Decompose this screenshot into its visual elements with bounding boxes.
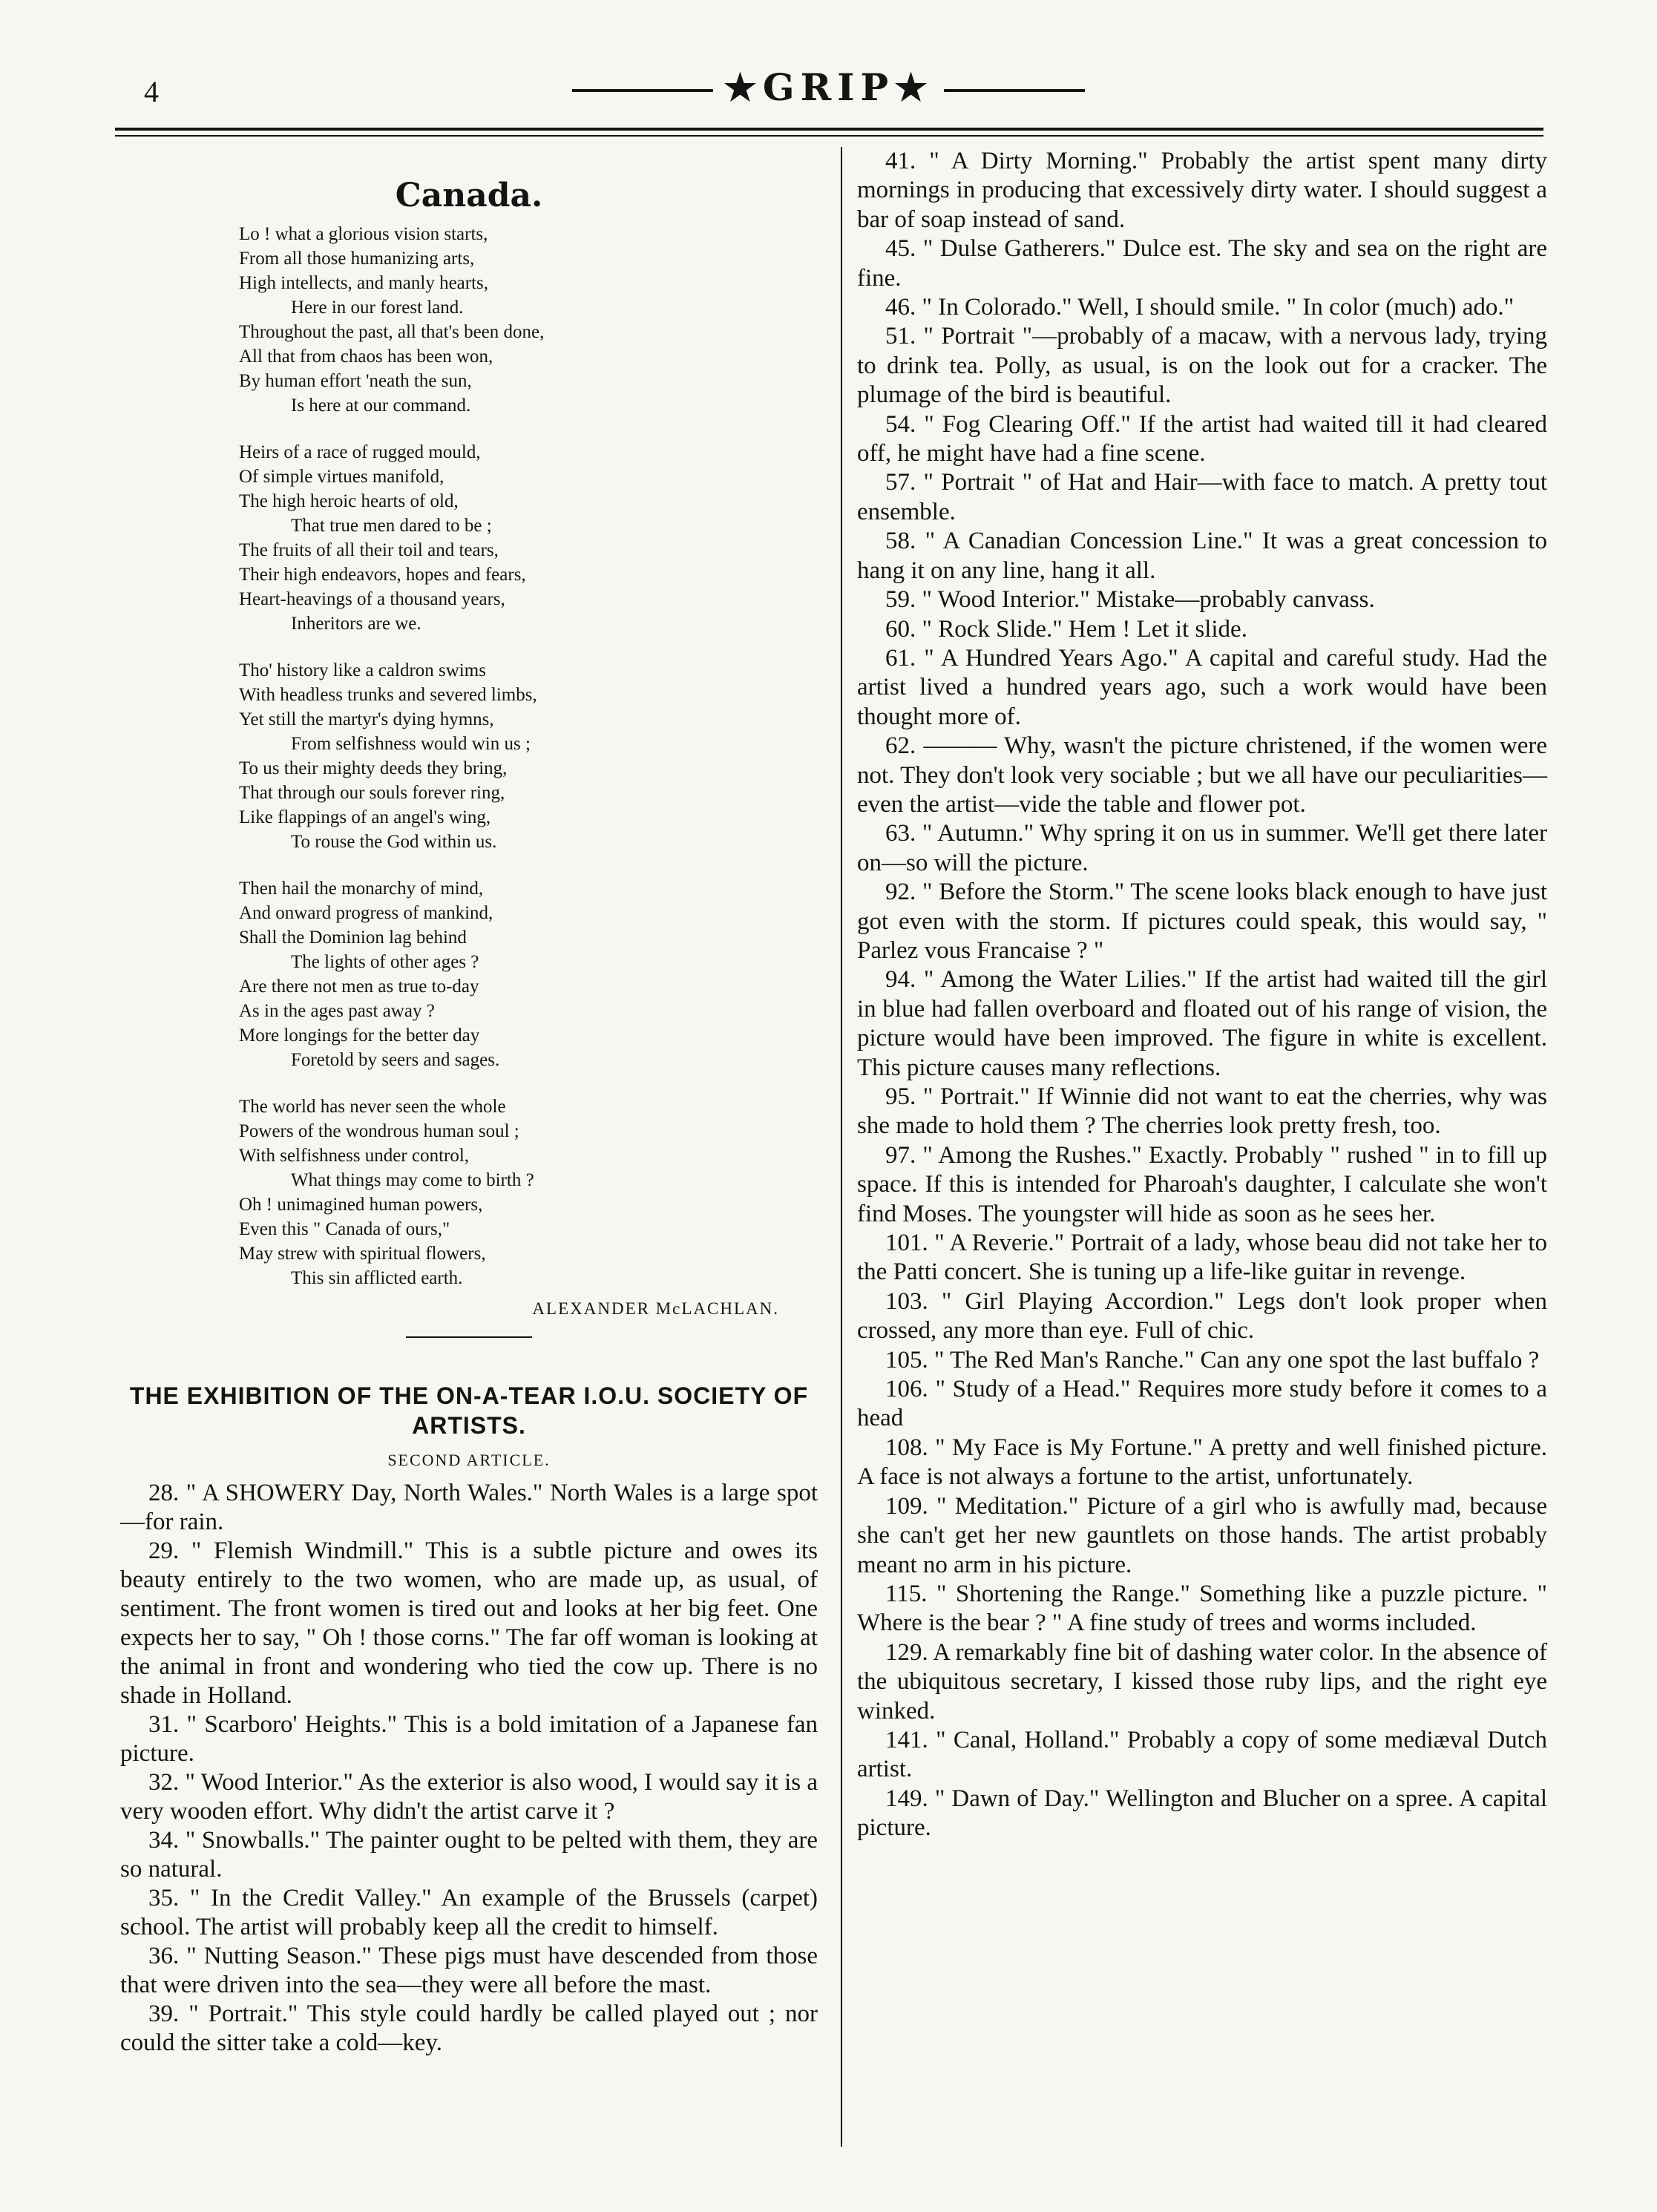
poem-line: Shall the Dominion lag behind [239, 928, 467, 948]
critique-entry: 29. " Flemish Windmill." This is a subtle picture and owes its beauty entirely to the two women, who are made up, as usual, of sentiment. The front women is tired out and looks at her big feet. One expects her to say, " Oh ! those corns." The far off woman is looking at the animal in front and wondering who tied the cow up. There is no shade in Holland. [120, 1537, 818, 1709]
critique-entry: 141. " Canal, Holland." Probably a copy of some mediæval Dutch artist. [857, 1726, 1547, 1783]
poem-line: More longings for the better day [239, 1025, 480, 1046]
poem-line: The high heroic hearts of old, [239, 491, 459, 511]
critique-entry: 32. " Wood Interior." As the exterior is also wood, I would say it is a very wooden effort. Why didn't the artist carve it ? [120, 1769, 818, 1825]
critique-entry: 109. " Meditation." Picture of a girl who is awfully mad, because she can't get her new gauntlets on those hands. The artist probably meant no arm in his picture. [857, 1492, 1547, 1578]
critique-entry: 101. " A Reverie." Portrait of a lady, whose beau did not take her to the Patti concert. She is tuning up a life-like guitar in revenge. [857, 1230, 1547, 1286]
poem-line: Yet still the martyr's dying hymns, [239, 709, 494, 729]
header-rules [115, 128, 1543, 137]
poem-line: With headless trunks and severed limbs, [239, 685, 537, 705]
right-column [857, 147, 1547, 1843]
poem-line: That true men dared to be ; [291, 516, 492, 536]
poem-line: By human effort 'neath the sun, [239, 371, 472, 391]
poem-line: The world has never seen the whole [239, 1097, 506, 1117]
poem-line: To us their mighty deeds they bring, [239, 758, 508, 778]
critique-entry: 103. " Girl Playing Accordion." Legs don't look proper when crossed, any more than eye. Full of chic. [857, 1287, 1547, 1345]
section-divider [406, 1336, 532, 1338]
critique-entry: 149. " Dawn of Day." Wellington and Blucher on a spree. A capital picture. [857, 1785, 1547, 1842]
poem-line: The lights of other ages ? [291, 952, 479, 972]
poem-line: Inheritors are we. [291, 614, 421, 634]
critique-entry: 46. " In Colorado." Well, I should smile. " In color (much) ado." [885, 294, 1515, 321]
page-number: 4 [144, 75, 159, 108]
poem-line: Powers of the wondrous human soul ; [239, 1121, 519, 1141]
critique-entry: 51. " Portrait "—probably of a macaw, with a nervous lady, trying to drink tea. Polly, as usual, is on the look out for a cracker. The plumage of the bird is beautiful. [857, 323, 1547, 409]
masthead-right-rule [944, 89, 1085, 92]
article-subtitle: SECOND ARTICLE. [387, 1451, 551, 1469]
poem-line: All that from chaos has been won, [239, 347, 493, 367]
critique-entry: 57. " Portrait " of Hat and Hair—with face to match. A pretty tout ensemble. [857, 469, 1547, 525]
poem-line: Foretold by seers and sages. [291, 1050, 500, 1070]
poem-stanza [239, 222, 818, 418]
poem-line: That through our souls forever ring, [239, 783, 505, 803]
right-entries [857, 147, 1547, 1843]
poem-body [239, 222, 818, 1290]
left-column [120, 147, 818, 2058]
poem-stanza [239, 440, 818, 636]
critique-entry: 106. " Study of a Head." Requires more study before it comes to a head [857, 1376, 1547, 1432]
poem-stanza [239, 876, 818, 1072]
masthead: ★GRIP★ [0, 65, 1657, 109]
poem-line: This sin afflicted earth. [291, 1268, 463, 1288]
poem-line: High intellects, and manly hearts, [239, 273, 489, 293]
poem-line: As in the ages past away ? [239, 1001, 435, 1021]
critique-entry: 108. " My Face is My Fortune." A pretty and well finished picture. A face is not always a fortune to the artist, unfortunately. [857, 1434, 1547, 1491]
masthead-title: GRIP [762, 65, 895, 109]
critique-entry: 105. " The Red Man's Ranche." Can any one spot the last buffalo ? [885, 1346, 1540, 1374]
poem-line: May strew with spiritual flowers, [239, 1244, 486, 1264]
poem-line: Here in our forest land. [291, 298, 464, 318]
poem-line: With selfishness under control, [239, 1146, 470, 1166]
critique-entry: 58. " A Canadian Concession Line." It was a great concession to hang it on any line, hang it all. [857, 528, 1547, 584]
critique-entry: 92. " Before the Storm." The scene looks black enough to have just got even with the storm. If pictures could speak, this would say, " Parlez vous Francaise ? " [857, 879, 1547, 964]
column-divider [841, 147, 842, 2147]
poem-line: Heart-heavings of a thousand years, [239, 589, 505, 609]
poem-line: The fruits of all their toil and tears, [239, 540, 499, 560]
masthead-left-rule [572, 89, 713, 92]
critique-entry: 60. " Rock Slide." Hem ! Let it slide. [885, 615, 1247, 643]
poem-line: Lo ! what a glorious vision starts, [239, 224, 488, 244]
poem-line: Oh ! unimagined human powers, [239, 1195, 483, 1215]
critique-entry: 95. " Portrait." If Winnie did not want to eat the cherries, why was she made to hold them ? The cherries look pretty fresh, too. [857, 1083, 1547, 1140]
poem-line: From selfishness would win us ; [291, 734, 531, 754]
poem-line: Are there not men as true to-day [239, 977, 479, 997]
poem-line: Heirs of a race of rugged mould, [239, 442, 481, 462]
poem-stanza [239, 1094, 818, 1290]
critique-entry: 63. " Autumn." Why spring it on us in summer. We'll get there later on—so will the picture. [857, 820, 1547, 876]
critique-entry: 61. " A Hundred Years Ago." A capital and careful study. Had the artist lived a hundred years ago, such a work would have been thought more of. [857, 644, 1547, 730]
poem-line: To rouse the God within us. [291, 832, 497, 852]
critique-entry: 45. " Dulse Gatherers." Dulce est. The sky and sea on the right are fine. [857, 235, 1547, 292]
poem-line: From all those humanizing arts, [239, 249, 475, 269]
poem-line: Throughout the past, all that's been done, [239, 322, 545, 342]
critique-entry: 28. " A SHOWERY Day, North Wales." North Wales is a large spot—for rain. [120, 1480, 818, 1535]
critique-entry: 36. " Nutting Season." These pigs must have descended from those that were driven into the sea—they were all before the mast. [120, 1943, 818, 1998]
poem-line: Then hail the monarchy of mind, [239, 879, 484, 899]
article-title: THE EXHIBITION OF THE ON-A-TEAR I.O.U. SOCIETY OF ARTISTS. [129, 1382, 809, 1439]
poem-line: What things may come to birth ? [291, 1170, 534, 1190]
critique-entry: 54. " Fog Clearing Off." If the artist had waited till it had cleared off, he might have had a fine scene. [857, 410, 1547, 467]
poem-author: ALEXANDER McLACHLAN. [532, 1299, 779, 1318]
critique-entry: 35. " In the Credit Valley." An example of the Brussels (carpet) school. The artist will probably keep all the credit to himself. [120, 1885, 818, 1940]
poem-title: Canada. [395, 177, 543, 214]
critique-entry: 34. " Snowballs." The painter ought to be pelted with them, they are so natural. [120, 1827, 818, 1883]
poem-line: Is here at our command. [291, 396, 471, 416]
poem-line: Even this " Canada of ours," [239, 1219, 450, 1239]
critique-entry: 62. ——— Why, wasn't the picture christened, if the women were not. They don't look very sociable ; but we all have our peculiarities—even the artist—vide the table and flower pot. [857, 732, 1548, 818]
poem-stanza [239, 658, 818, 854]
poem-line: Like flappings of an angel's wing, [239, 807, 491, 827]
critique-entry: 115. " Shortening the Range." Something like a puzzle picture. " Where is the bear ? " A fine study of trees and worms included. [857, 1580, 1547, 1637]
critique-entry: 94. " Among the Water Lilies." If the artist had waited till the girl in blue had fallen overboard and floated out of his range of vision, the picture would have been improved. The figure in white is excellent. This picture causes many reflections. [857, 966, 1547, 1081]
critique-entry: 59. " Wood Interior." Mistake—probably canvass. [885, 586, 1375, 614]
poem-line: Of simple virtues manifold, [239, 467, 444, 487]
left-entries [120, 1479, 818, 2058]
critique-entry: 41. " A Dirty Morning." Probably the artist spent many dirty mornings in producing that excessively dirty water. I should suggest a bar of soap instead of sand. [857, 148, 1547, 233]
critique-entry: 129. A remarkably fine bit of dashing water color. In the absence of the ubiquitous secretary, I kissed those ruby lips, and the right eye winked. [857, 1638, 1547, 1724]
poem-line: And onward progress of mankind, [239, 903, 493, 923]
poem-line: Their high endeavors, hopes and fears, [239, 565, 526, 585]
poem-line: Tho' history like a caldron swims [239, 660, 486, 680]
critique-entry: 97. " Among the Rushes." Exactly. Probably " rushed " in to fill up space. If this is intended for Pharoah's daughter, I calculate she won't find Moses. The youngster will hide as soon as he sees her. [857, 1141, 1547, 1227]
critique-entry: 39. " Portrait." This style could hardly be called played out ; nor could the sitter take a cold—key. [120, 2001, 818, 2056]
critique-entry: 31. " Scarboro' Heights." This is a bold imitation of a Japanese fan picture. [120, 1711, 818, 1767]
